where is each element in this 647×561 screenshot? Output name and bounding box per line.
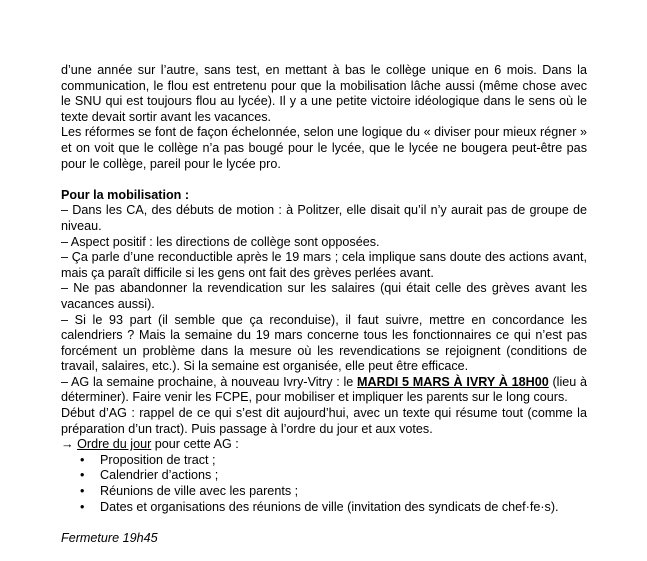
ordre-du-jour-line	[61, 437, 587, 453]
mobilisation-item-ca: – Dans les CA, des débuts de motion : à Politzer, elle disait qu’il n’y aurait pas de groupe de niveau.	[61, 203, 587, 233]
mobilisation-item-reconductible: – Ça parle d’une reconductible après le 19 mars ; cela implique sans doute des actions avant, mais ça paraît difficile si les gens ont fait des grèves perlées avant.	[61, 250, 587, 280]
bullet-icon: •	[80, 484, 85, 499]
closing-time: Fermeture 19h45	[61, 530, 158, 545]
debut-ag-paragraph: Début d’AG : rappel de ce qui s’est dit aujourd’hui, avec un texte qui résume tout (comme la préparation d’un tract). Puis passage à l’ordre du jour et aux votes.	[61, 406, 587, 436]
paragraph-spacer	[61, 172, 587, 188]
mobilisation-item-ag	[61, 375, 587, 406]
list-item	[61, 484, 587, 500]
ordre-du-jour-suffix: pour cette AG :	[151, 437, 239, 452]
ag-date-highlight: MARDI 5 MARS À IVRY À 18H00	[357, 374, 549, 389]
document-body	[61, 63, 587, 546]
list-item-text: Proposition de tract ;	[100, 452, 216, 467]
bullet-icon: •	[80, 468, 85, 483]
paragraph-spacer	[61, 515, 587, 531]
mobilisation-item-aspect: – Aspect positif : les directions de collège sont opposées.	[61, 234, 380, 249]
reforms-paragraph: Les réformes se font de façon échelonnée, selon une logique du « diviser pour mieux régner » et on voit que le collège n’a pas bougé pour le lycée, que le lycée ne bougera peut-être pas pour le collège, pareil pour le lycée pro.	[61, 125, 587, 171]
list-item	[61, 468, 587, 484]
bullet-icon: •	[80, 499, 85, 514]
mobilisation-item-93: – Si le 93 part (il semble que ça reconduise), il faut suivre, mettre en concordance les calendriers ? Mais la semaine du 19 mars concerne tous les fonctionnaires ce qui n’est pas forcément un problème dans la mesure où les revendications se rejoignent (conditions de travail, salaires, etc.). Si la semaine est organisée, elle peut être efficace.	[61, 312, 587, 374]
ordre-du-jour-list	[61, 453, 587, 515]
arrow-right-icon: →	[61, 437, 78, 452]
intro-paragraph: d’une année sur l’autre, sans test, en mettant à bas le collège unique en 6 mois. Dans la communication, le flou est entretenu pour que la mobilisation lâche aussi (même chose avec le SNU qui est toujours flou au lycée). Il y a une petite victoire idéologique dans le sens où le texte devait sortir avant les vacances.	[61, 63, 587, 124]
mobilisation-item-salaires: – Ne pas abandonner la revendication sur les salaires (qui était celle des grèves avant les vacances aussi).	[61, 281, 587, 311]
list-item-text: Dates et organisations des réunions de ville (invitation des syndicats de chef·fe·s).	[100, 499, 559, 514]
ag-text-after: (lieu à déterminer). Faire venir les FCPE, pour mobiliser et impliquer les parents sur le long cours.	[61, 374, 587, 405]
ag-text-before: – AG la semaine prochaine, à nouveau Ivry-Vitry : le	[61, 374, 358, 389]
bullet-icon: •	[80, 452, 85, 467]
ordre-du-jour-label: Ordre du jour	[77, 437, 152, 452]
list-item-text: Réunions de ville avec les parents ;	[100, 484, 299, 499]
list-item	[61, 500, 587, 516]
list-item	[61, 453, 587, 469]
mobilisation-heading: Pour la mobilisation :	[61, 187, 190, 202]
list-item-text: Calendrier d’actions ;	[100, 468, 219, 483]
